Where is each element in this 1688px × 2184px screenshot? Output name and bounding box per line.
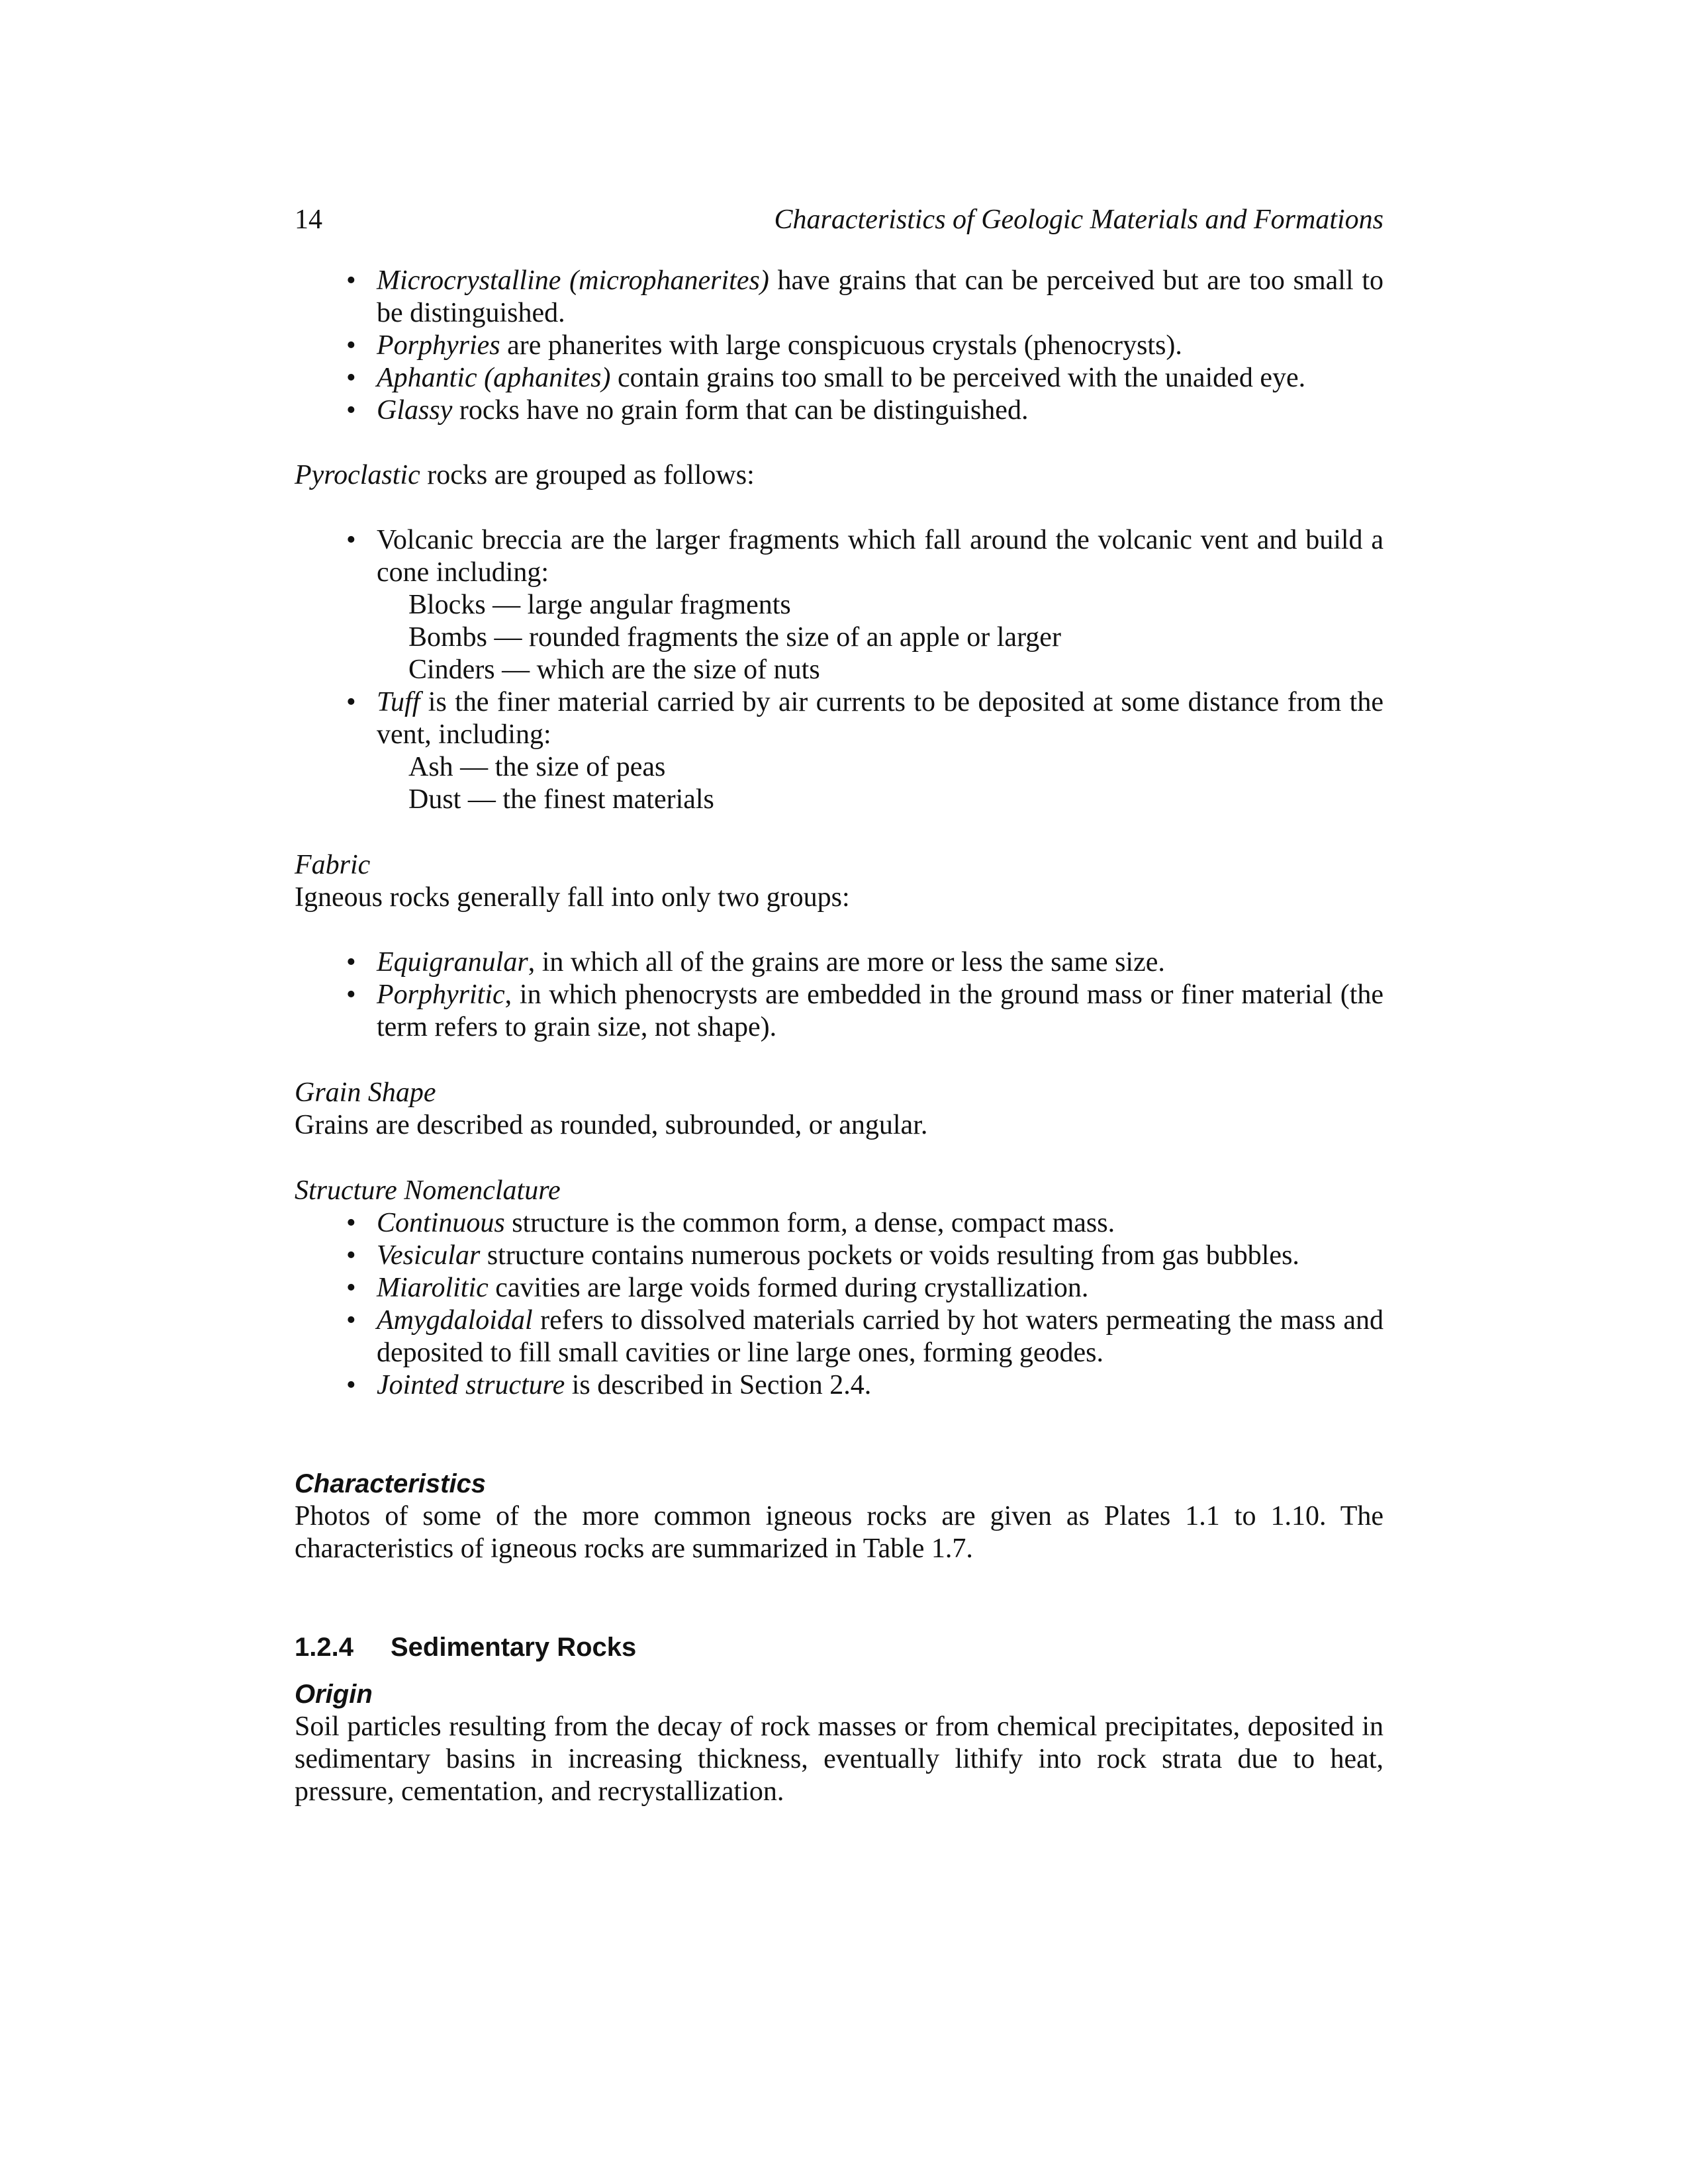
list-item	[295, 394, 1383, 427]
bullet-icon: •	[346, 1370, 356, 1400]
list-term: Porphyritic	[377, 979, 505, 1010]
list-term: Continuous	[377, 1208, 505, 1238]
list-term: Jointed structure	[377, 1370, 565, 1400]
sub-item: Ash — the size of peas	[408, 752, 666, 782]
bullet-icon: •	[346, 395, 356, 426]
sub-item: Dust — the finest materials	[408, 784, 714, 815]
list-item	[295, 1304, 1383, 1369]
list-text: are phanerites with large conspicuous crystals (phenocrysts).	[500, 330, 1182, 361]
list-text: is described in Section 2.4.	[565, 1370, 872, 1400]
list-term: Vesicular	[377, 1240, 481, 1271]
list-item	[295, 1369, 1383, 1402]
bullet-icon: •	[346, 687, 356, 717]
list-text: , in which all of the grains are more or less the same size.	[528, 947, 1165, 978]
grain-shape-text: Grains are described as rounded, subrounded, or angular.	[295, 1110, 928, 1140]
list-item	[295, 1207, 1383, 1240]
structure-heading: Structure Nomenclature	[295, 1175, 561, 1206]
sub-item: Bombs — rounded fragments the size of an apple or larger	[408, 622, 1061, 653]
list-item	[295, 1240, 1383, 1272]
origin-heading: Origin	[295, 1680, 373, 1709]
page-header	[295, 204, 1383, 244]
list-term: Microcrystalline (microphanerites)	[377, 265, 769, 296]
sub-item: Blocks — large angular fragments	[408, 590, 791, 620]
list-item	[295, 1272, 1383, 1304]
structure-list	[295, 1207, 1383, 1402]
breccia-text: Volcanic breccia are the larger fragments which fall around the volcanic vent and build a cone including:	[377, 525, 1383, 588]
bullet-icon: •	[346, 265, 356, 296]
list-text: have grains that can be perceived but are too small to be distinguished.	[377, 265, 1383, 328]
bullet-icon: •	[346, 947, 356, 978]
list-item	[295, 946, 1383, 979]
list-text: , in which phenocrysts are embedded in the ground mass or finer material (the term refers to grain size, not shape).	[377, 979, 1383, 1042]
bullet-icon: •	[346, 525, 356, 555]
bullet-icon: •	[346, 1305, 356, 1336]
list-text: cavities are large voids formed during crystallization.	[488, 1273, 1089, 1303]
tuff-text: is the finer material carried by air currents to be deposited at some distance from the vent, including:	[377, 687, 1383, 750]
pyroclastic-term: Pyroclastic	[295, 460, 420, 490]
pyroclastic-intro	[295, 459, 1383, 492]
list-text: refers to dissolved materials carried by hot waters permeating the mass and deposited to fill small cavities or line large ones, forming geodes.	[377, 1305, 1383, 1368]
list-item	[295, 979, 1383, 1044]
list-text: rocks have no grain form that can be distinguished.	[452, 395, 1029, 426]
fabric-intro: Igneous rocks generally fall into only two groups:	[295, 882, 850, 913]
section-title: Sedimentary Rocks	[391, 1633, 637, 1662]
list-term: Miarolitic	[377, 1273, 489, 1303]
pyroclastic-list	[295, 524, 1383, 816]
origin-text: Soil particles resulting from the decay of rock masses or from chemical precipitates, deposited in sedimentary basins in increasing thickness, eventually lithify into rock strata due to heat, pressure, cementation, and recrystallization.	[295, 1711, 1383, 1807]
list-item	[295, 265, 1383, 330]
list-term: Glassy	[377, 395, 453, 426]
list-item	[295, 524, 1383, 686]
section-number: 1.2.4	[295, 1633, 353, 1662]
bullet-icon: •	[346, 1208, 356, 1238]
texture-list	[295, 265, 1383, 427]
page-body	[295, 265, 1383, 1808]
fabric-heading: Fabric	[295, 850, 371, 880]
list-text: structure is the common form, a dense, compact mass.	[504, 1208, 1115, 1238]
list-item	[295, 686, 1383, 816]
grain-shape-heading: Grain Shape	[295, 1077, 436, 1108]
bullet-icon: •	[346, 363, 356, 393]
list-item	[295, 362, 1383, 394]
list-term: Aphantic (aphanites)	[377, 363, 611, 393]
bullet-icon: •	[346, 1240, 356, 1271]
fabric-list	[295, 946, 1383, 1044]
list-term: Amygdaloidal	[377, 1305, 533, 1336]
list-text: structure contains numerous pockets or voids resulting from gas bubbles.	[480, 1240, 1299, 1271]
list-item	[295, 330, 1383, 362]
tuff-term: Tuff	[377, 687, 420, 717]
section-heading	[295, 1631, 1383, 1664]
sub-item: Cinders — which are the size of nuts	[408, 655, 820, 685]
list-term: Equigranular	[377, 947, 528, 978]
bullet-icon: •	[346, 330, 356, 361]
bullet-icon: •	[346, 1273, 356, 1303]
list-text: contain grains too small to be perceived with the unaided eye.	[610, 363, 1306, 393]
running-title: Characteristics of Geologic Materials and Formations	[774, 205, 1383, 235]
bullet-icon: •	[346, 979, 356, 1010]
list-term: Porphyries	[377, 330, 500, 361]
characteristics-heading: Characteristics	[295, 1469, 487, 1498]
page-number: 14	[295, 205, 322, 235]
pyroclastic-intro-text: rocks are grouped as follows:	[420, 460, 755, 490]
characteristics-text: Photos of some of the more common igneous rocks are given as Plates 1.1 to 1.10. The characteristics of igneous rocks are summarized in Table 1.7.	[295, 1501, 1383, 1564]
